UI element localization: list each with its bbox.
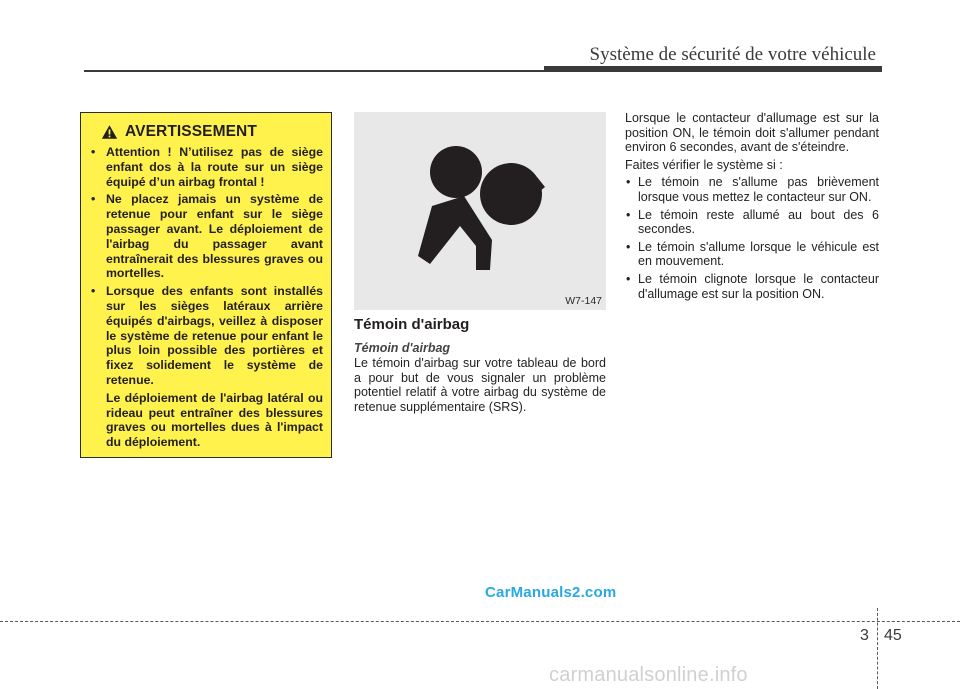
warning-triangle-icon bbox=[101, 124, 118, 140]
figure-code: W7-147 bbox=[565, 295, 602, 307]
warning-header bbox=[101, 121, 323, 143]
page-number: 45 bbox=[884, 627, 902, 644]
check-item: • Le témoin clignote lorsque le contacteur d'allumage est sur la position ON. bbox=[625, 272, 879, 301]
intro-text: Lorsque le contacteur d'allumage est sur la position ON, le témoin doit s'allumer pendant environ 6 secondes, avant de s'éteindre. bbox=[625, 111, 879, 155]
airbag-section bbox=[354, 316, 606, 414]
header-rule-accent bbox=[544, 66, 882, 72]
warning-box bbox=[80, 112, 332, 458]
section-caption: Témoin d'airbag bbox=[354, 341, 451, 355]
chapter-number: 3 bbox=[860, 627, 869, 644]
warning-title: AVERTISSEMENT bbox=[125, 123, 257, 140]
section-body: Le témoin d'airbag sur votre tableau de bord a pour but de vous signaler un problème potentiel relatif à votre airbag du système de retenue supplémentaire (SRS). bbox=[354, 356, 606, 414]
watermark-link[interactable]: CarManuals2.com bbox=[485, 584, 617, 601]
check-item: • Le témoin s'allume lorsque le véhicule est en mouvement. bbox=[625, 240, 879, 269]
airbag-warning-light-icon bbox=[410, 144, 550, 284]
check-text: Faites vérifier le système si : bbox=[625, 157, 783, 172]
page-separator bbox=[877, 608, 878, 689]
footer-brand: carmanualsonline.info bbox=[549, 664, 748, 686]
header-title: Système de sécurité de votre véhicule bbox=[589, 44, 876, 65]
check-item: • Le témoin reste allumé au bout des 6 secondes. bbox=[625, 208, 879, 237]
airbag-figure bbox=[354, 112, 606, 310]
section-title: Témoin d'airbag bbox=[354, 316, 470, 333]
warning-item: • Lorsque des enfants sont installés sur les sièges latéraux arrière équipés d'airbags, veillez à disposer le système de retenue pour enfant le plus loin possible des portières et fixez solidement le système de retenue. bbox=[89, 284, 323, 388]
warning-item: • Attention ! N’utilisez pas de siège enfant dos à la route sur un siège équipé d’un airbag frontal ! bbox=[89, 145, 323, 189]
check-list bbox=[625, 175, 879, 301]
footer-rule bbox=[0, 621, 960, 622]
warning-list bbox=[89, 145, 323, 388]
warning-extra: Le déploiement de l'airbag latéral ou rideau peut entraîner des blessures graves ou mortelles dues à l'impact du déploiement. bbox=[106, 390, 323, 450]
warning-item: • Ne placez jamais un système de retenue pour enfant sur le siège passager avant. Le déploiement de l'airbag du passager avant entraînerait des blessures graves ou mortelles. bbox=[89, 192, 323, 281]
check-item: • Le témoin ne s'allume pas brièvement lorsque vous mettez le contacteur sur ON. bbox=[625, 175, 879, 204]
check-section bbox=[625, 111, 879, 304]
